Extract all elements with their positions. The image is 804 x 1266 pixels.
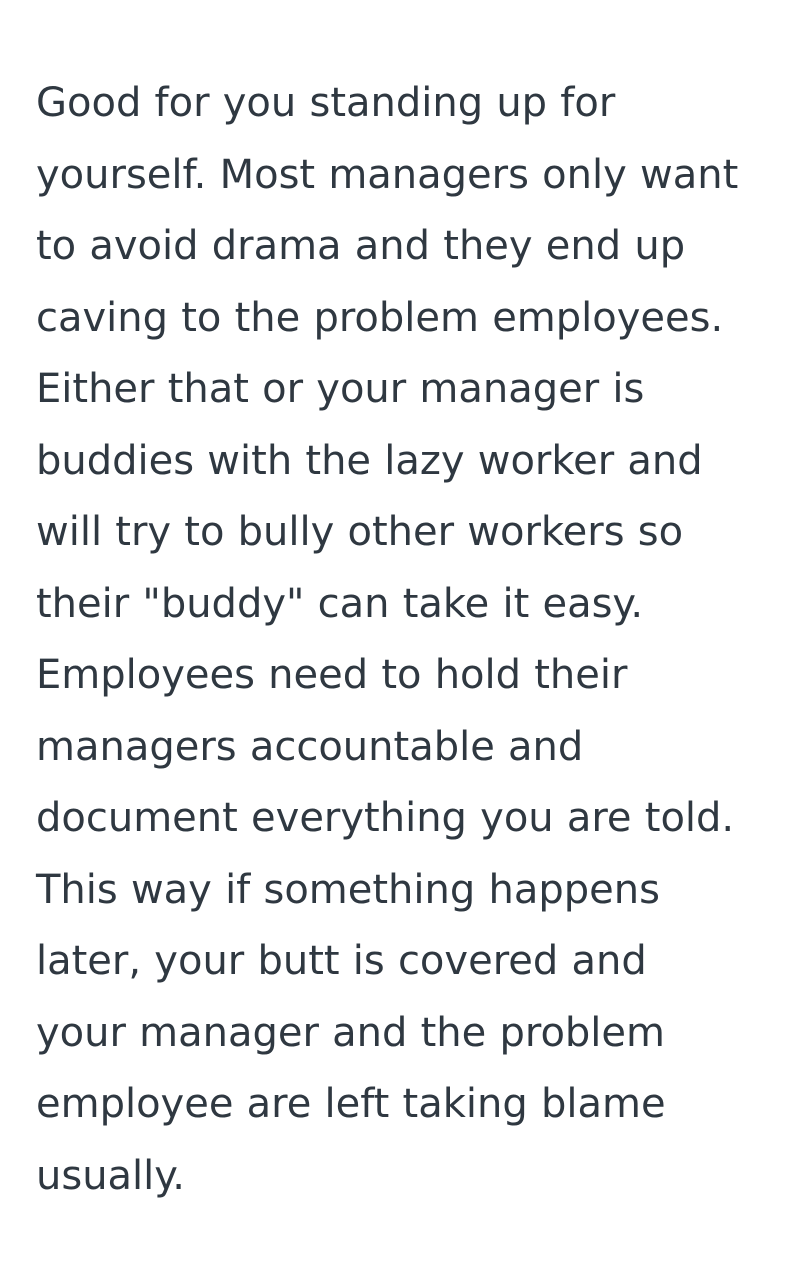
- comment-body-text: Good for you standing up for yourself. Most managers only want to avoid drama and they end up caving to the problem employees. Either that or your manager is buddies with the lazy worker and will try to bully other workers so their "buddy" can take it easy. Employees need to hold their managers accountable and document everything you are told. This way if something happens later, your butt is covered and your manager and the problem employee are left taking blame usually.: [36, 80, 752, 1199]
